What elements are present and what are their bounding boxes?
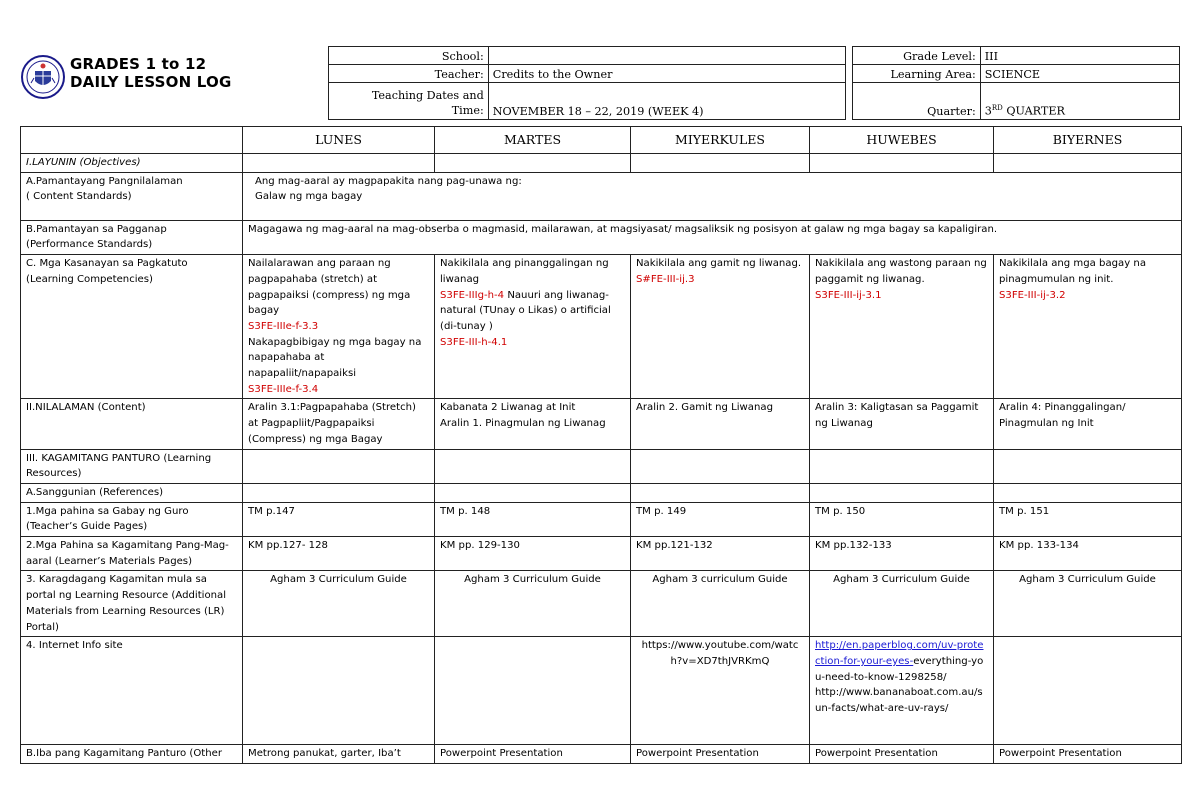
teacher-label: Teacher:: [329, 65, 489, 83]
guide-pages-label: 1.Mga pahina sa Gabay ng Guro (Teacher’s Guide Pages): [21, 502, 243, 536]
content-label: II.NILALAMAN (Content): [21, 399, 243, 449]
guide-pages-lunes: TM p.147: [243, 502, 435, 536]
empty-cell: [994, 449, 1182, 483]
content-standards-label-line1: A.Pamantayang Pangnilalaman: [26, 175, 183, 187]
dates-label: [329, 83, 489, 120]
performance-standards-label-line1: B.Pamantayan sa Pagganap: [26, 223, 167, 235]
lm-pages-miyerkules: KM pp.121-132: [631, 537, 810, 571]
content-huwebes: Aralin 3: Kaligtasan sa Paggamit ng Liwanag: [810, 399, 994, 449]
day-miyerkules: MIYERKULES: [631, 127, 810, 154]
table-row-lr-portal: [21, 571, 1182, 637]
lr-portal-lunes: Agham 3 Curriculum Guide: [243, 571, 435, 637]
lm-pages-martes: KM pp. 129-130: [435, 537, 631, 571]
quarter-label: Quarter:: [853, 83, 981, 120]
competency-text: Nakikilala ang gamit ng liwanag.: [636, 258, 802, 270]
content-standards-value: [243, 172, 1182, 220]
dates-label-line1: Teaching Dates and: [371, 89, 484, 102]
table-row-objectives: [21, 154, 1182, 173]
empty-cell: [243, 483, 435, 502]
empty-cell: [631, 154, 810, 173]
lm-pages-biyernes: KM pp. 133-134: [994, 537, 1182, 571]
table-row-competencies: [21, 255, 1182, 399]
table-row-resources: [21, 449, 1182, 483]
competencies-label-line2: (Learning Competencies): [26, 273, 153, 285]
content-martes: [435, 399, 631, 449]
table-row-performance-standards: [21, 220, 1182, 254]
guide-pages-biyernes: TM p. 151: [994, 502, 1182, 536]
table-row-lm-pages: [21, 537, 1182, 571]
empty-cell: [243, 449, 435, 483]
other-materials-martes: Powerpoint Presentation: [435, 745, 631, 764]
content-miyerkules: Aralin 2. Gamit ng Liwanag: [631, 399, 810, 449]
lr-portal-biyernes: Agham 3 Curriculum Guide: [994, 571, 1182, 637]
competency-text-mixed: [440, 288, 625, 335]
school-label: School:: [329, 47, 489, 65]
quarter-value: [980, 83, 1179, 120]
lr-portal-miyerkules: Agham 3 curriculum Guide: [631, 571, 810, 637]
performance-standards-label: [21, 220, 243, 254]
content-martes-line1: Kabanata 2 Liwanag at Init: [440, 402, 576, 414]
empty-cell: [435, 154, 631, 173]
competencies-label-line1: C. Mga Kasanayan sa Pagkatuto: [26, 258, 188, 270]
competency-text: Nakikilala ang pinanggalingan ng liwanag: [440, 258, 609, 285]
empty-cell: [435, 637, 631, 745]
empty-cell: [994, 637, 1182, 745]
references-label: A.Sanggunian (References): [21, 483, 243, 502]
learning-area-label: Learning Area:: [853, 65, 981, 83]
grade-level-label: Grade Level:: [853, 47, 981, 65]
empty-cell: [435, 449, 631, 483]
empty-cell: [243, 637, 435, 745]
quarter-suffix: RD: [991, 104, 1003, 113]
competency-martes: [435, 255, 631, 399]
deped-seal-logo-icon: [21, 48, 65, 106]
guide-pages-huwebes: TM p. 150: [810, 502, 994, 536]
guide-pages-martes: TM p. 148: [435, 502, 631, 536]
internet-miyerkules: https://www.youtube.com/watch?v=XD7thJVRKmQ: [631, 637, 810, 745]
competency-code: S3FE-III-ij-3.2: [999, 289, 1066, 301]
competency-code: S3FE-III-ij-3.1: [815, 289, 882, 301]
empty-cell: [243, 154, 435, 173]
teacher-value: Credits to the Owner: [488, 65, 845, 83]
competency-code: S#FE-III-ij.3: [636, 273, 695, 285]
performance-standards-value: Magagawa ng mag-aaral na mag-obserba o magmasid, mailarawan, at magsiyasat/ magsaliksik ng posisyon at galaw ng mga bagay sa kapaligiran.: [243, 220, 1182, 254]
lr-portal-huwebes: Agham 3 Curriculum Guide: [810, 571, 994, 637]
table-row-other-materials: [21, 745, 1182, 764]
lm-pages-huwebes: KM pp.132-133: [810, 537, 994, 571]
empty-cell: [994, 483, 1182, 502]
empty-cell: [631, 483, 810, 502]
table-row-internet: [21, 637, 1182, 745]
content-martes-line2: Aralin 1. Pinagmulan ng Liwanag: [440, 418, 606, 430]
day-huwebes: HUWEBES: [810, 127, 994, 154]
other-materials-biyernes: Powerpoint Presentation: [994, 745, 1182, 764]
lm-pages-label: 2.Mga Pahina sa Kagamitang Pang-Mag-aaral (Learner’s Materials Pages): [21, 537, 243, 571]
competency-code: S3FE-IIIg-h-4: [440, 289, 505, 301]
internet-link-paperblog[interactable]: http://en.paperblog.com/uv-protection-for-your-eyes-: [815, 640, 984, 667]
day-lunes: LUNES: [243, 127, 435, 154]
empty-cell: [435, 483, 631, 502]
dates-label-line2: Time:: [451, 104, 484, 117]
internet-link-bananaboat[interactable]: http://www.bananaboat.com.au/sun-facts/what-are-uv-rays/: [815, 687, 983, 715]
internet-link-paperblog-rest: everything-you-need-to-know-1298258/: [815, 655, 984, 683]
empty-cell: [810, 154, 994, 173]
empty-cell: [994, 154, 1182, 173]
content-standards-label: [21, 172, 243, 220]
lr-portal-label: 3. Karagdagang Kagamitan mula sa portal ng Learning Resource (Additional Materials from Learning Resources (LR) Portal): [21, 571, 243, 637]
competency-huwebes: [810, 255, 994, 399]
day-biyernes: BIYERNES: [994, 127, 1182, 154]
table-row-content: [21, 399, 1182, 449]
competency-code: S3FE-III-h-4.1: [440, 336, 508, 348]
performance-standards-label-line2: (Performance Standards): [26, 239, 153, 251]
table-row-content-standards: [21, 172, 1182, 220]
header-right-table: [852, 46, 1180, 120]
document-title: [70, 55, 232, 91]
lesson-log-table: [20, 126, 1182, 764]
corner-cell: [21, 127, 243, 154]
dates-value: NOVEMBER 18 – 22, 2019 (WEEK 4): [488, 83, 845, 120]
content-biyernes: Aralin 4: Pinanggalingan/ Pinagmulan ng Init: [994, 399, 1182, 449]
other-materials-miyerkules: Powerpoint Presentation: [631, 745, 810, 764]
competency-miyerkules: [631, 255, 810, 399]
internet-label: 4. Internet Info site: [21, 637, 243, 745]
competency-text: Nakikilala ang wastong paraan ng paggamit ng liwanag.: [815, 258, 987, 285]
content-standards-value-line1: Ang mag-aaral ay magpapakita nang pag-unawa ng:: [255, 175, 522, 187]
quarter-word: QUARTER: [1002, 105, 1065, 118]
lm-pages-lunes: KM pp.127- 128: [243, 537, 435, 571]
competency-lunes: [243, 255, 435, 399]
competency-code: S3FE-IIIe-f-3.4: [248, 383, 319, 395]
empty-cell: [810, 449, 994, 483]
internet-huwebes: [810, 637, 994, 745]
content-standards-label-line2: ( Content Standards): [26, 191, 132, 203]
guide-pages-miyerkules: TM p. 149: [631, 502, 810, 536]
header-left-table: [328, 46, 846, 120]
competency-biyernes: [994, 255, 1182, 399]
resources-label: III. KAGAMITANG PANTURO (Learning Resources): [21, 449, 243, 483]
content-standards-value-line2: Galaw ng mga bagay: [255, 191, 363, 203]
competency-text: Nailalarawan ang paraan ng pagpapahaba (stretch) at pagpapaiksi (compress) ng mga bagay: [248, 258, 411, 317]
empty-cell: [631, 449, 810, 483]
other-materials-label: B.Iba pang Kagamitang Panturo (Other: [21, 745, 243, 764]
quarter-number: 3: [984, 105, 992, 118]
table-row-guide-pages: [21, 502, 1182, 536]
competency-text: Nakikilala ang mga bagay na pinagmumulan ng init.: [999, 258, 1147, 285]
table-row-references: [21, 483, 1182, 502]
school-value: [488, 47, 845, 65]
lr-portal-martes: Agham 3 Curriculum Guide: [435, 571, 631, 637]
content-lunes: Aralin 3.1:Pagpapahaba (Stretch) at Pagpapliit/Pagpapaiksi (Compress) ng mga Bagay: [243, 399, 435, 449]
competency-text: Nauuri ang liwanag-natural (TUnay o Likas) o artificial (di-tunay ): [440, 289, 611, 332]
title-line-dll: DAILY LESSON LOG: [70, 73, 232, 91]
empty-cell: [810, 483, 994, 502]
other-materials-lunes: Metrong panukat, garter, Iba’t: [243, 745, 435, 764]
grade-level-value: III: [980, 47, 1179, 65]
competency-code: S3FE-IIIe-f-3.3: [248, 320, 319, 332]
objectives-label: I.LAYUNIN (Objectives): [21, 154, 243, 173]
learning-area-value: SCIENCE: [980, 65, 1179, 83]
day-header-row: [21, 127, 1182, 154]
competencies-label: [21, 255, 243, 399]
day-martes: MARTES: [435, 127, 631, 154]
title-line-grades: GRADES 1 to 12: [70, 55, 207, 73]
other-materials-huwebes: Powerpoint Presentation: [810, 745, 994, 764]
competency-text: Nakapagbibigay ng mga bagay na napapahaba at napapaliit/napapaiksi: [248, 336, 422, 380]
